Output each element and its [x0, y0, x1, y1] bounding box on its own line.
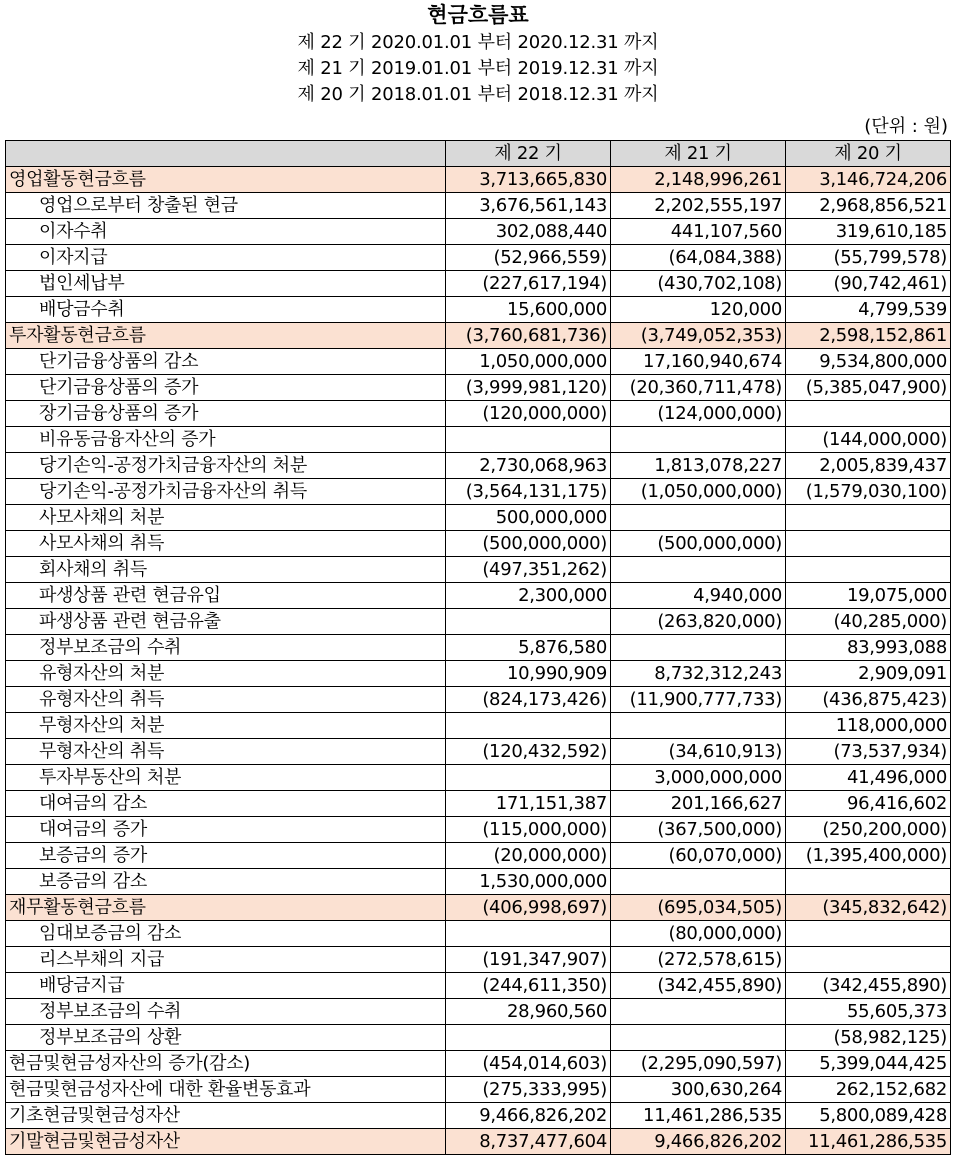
- value-period-20: (1,579,030,100): [786, 479, 951, 505]
- row-label: 영업으로부터 창출된 현금: [6, 193, 446, 219]
- value-period-22: 1,050,000,000: [446, 349, 611, 375]
- table-row: [6, 609, 951, 635]
- value-period-21: 4,940,000: [611, 583, 786, 609]
- value-period-20: 96,416,602: [786, 791, 951, 817]
- value-period-21: (2,295,090,597): [611, 1051, 786, 1077]
- value-period-22: (500,000,000): [446, 531, 611, 557]
- table-row-section: [6, 895, 951, 921]
- value-period-21: (3,749,052,353): [611, 323, 786, 349]
- row-label: 배당금수취: [6, 297, 446, 323]
- value-period-20: [786, 869, 951, 895]
- table-row: [6, 947, 951, 973]
- value-period-22: 2,730,068,963: [446, 453, 611, 479]
- value-period-22: (3,564,131,175): [446, 479, 611, 505]
- row-label: 배당금지급: [6, 973, 446, 999]
- value-period-22: (191,347,907): [446, 947, 611, 973]
- table-row: [6, 1103, 951, 1129]
- value-period-20: 2,598,152,861: [786, 323, 951, 349]
- row-label: 대여금의 증가: [6, 817, 446, 843]
- row-label: 당기손익-공정가치금융자산의 취득: [6, 479, 446, 505]
- value-period-20: 5,800,089,428: [786, 1103, 951, 1129]
- value-period-21: (64,084,388): [611, 245, 786, 271]
- value-period-21: (34,610,913): [611, 739, 786, 765]
- value-period-22: 171,151,387: [446, 791, 611, 817]
- row-label: 회사채의 취득: [6, 557, 446, 583]
- row-label: 임대보증금의 감소: [6, 921, 446, 947]
- row-label: 이자수취: [6, 219, 446, 245]
- value-period-20: 262,152,682: [786, 1077, 951, 1103]
- value-period-20: 319,610,185: [786, 219, 951, 245]
- value-period-22: (497,351,262): [446, 557, 611, 583]
- header-period-22: 제 22 기: [446, 141, 611, 167]
- table-row-section: [6, 1129, 951, 1155]
- row-label: 대여금의 감소: [6, 791, 446, 817]
- header-period-20: 제 20 기: [786, 141, 951, 167]
- value-period-21: [611, 999, 786, 1025]
- value-period-22: 3,676,561,143: [446, 193, 611, 219]
- value-period-20: 41,496,000: [786, 765, 951, 791]
- value-period-20: [786, 557, 951, 583]
- value-period-21: 300,630,264: [611, 1077, 786, 1103]
- row-label: 보증금의 감소: [6, 869, 446, 895]
- value-period-22: (3,760,681,736): [446, 323, 611, 349]
- value-period-20: 2,005,839,437: [786, 453, 951, 479]
- row-label: 사모사채의 취득: [6, 531, 446, 557]
- row-label: 파생상품 관련 현금유입: [6, 583, 446, 609]
- value-period-22: (275,333,995): [446, 1077, 611, 1103]
- value-period-21: (80,000,000): [611, 921, 786, 947]
- value-period-21: [611, 869, 786, 895]
- table-header-row: [6, 141, 951, 167]
- value-period-21: 201,166,627: [611, 791, 786, 817]
- value-period-22: (120,000,000): [446, 401, 611, 427]
- page-title: 현금흐름표: [427, 3, 529, 27]
- value-period-20: (1,395,400,000): [786, 843, 951, 869]
- table-row: [6, 921, 951, 947]
- value-period-21: 2,202,555,197: [611, 193, 786, 219]
- row-label: 비유동금융자산의 증가: [6, 427, 446, 453]
- value-period-21: [611, 1025, 786, 1051]
- value-period-22: [446, 427, 611, 453]
- value-period-22: [446, 765, 611, 791]
- value-period-21: [611, 427, 786, 453]
- value-period-22: 1,530,000,000: [446, 869, 611, 895]
- value-period-20: [786, 401, 951, 427]
- table-row: [6, 271, 951, 297]
- value-period-21: (272,578,615): [611, 947, 786, 973]
- value-period-22: 15,600,000: [446, 297, 611, 323]
- table-row: [6, 973, 951, 999]
- table-row: [6, 1051, 951, 1077]
- value-period-22: (20,000,000): [446, 843, 611, 869]
- value-period-20: (40,285,000): [786, 609, 951, 635]
- period-line-20: 제 20 기 2018.01.01 부터 2018.12.31 까지: [297, 84, 659, 105]
- value-period-21: (1,050,000,000): [611, 479, 786, 505]
- row-label: 당기손익-공정가치금융자산의 처분: [6, 453, 446, 479]
- value-period-22: [446, 921, 611, 947]
- table-row: [6, 1077, 951, 1103]
- row-label: 보증금의 증가: [6, 843, 446, 869]
- table-row: [6, 869, 951, 895]
- period-line-21: 제 21 기 2019.01.01 부터 2019.12.31 까지: [297, 58, 659, 79]
- table-row: [6, 401, 951, 427]
- row-label: 단기금융상품의 감소: [6, 349, 446, 375]
- value-period-22: [446, 713, 611, 739]
- value-period-22: [446, 1025, 611, 1051]
- value-period-22: 28,960,560: [446, 999, 611, 1025]
- row-label: 사모사채의 처분: [6, 505, 446, 531]
- value-period-20: (58,982,125): [786, 1025, 951, 1051]
- row-label: 단기금융상품의 증가: [6, 375, 446, 401]
- table-row: [6, 245, 951, 271]
- row-label: 재무활동현금흐름: [6, 895, 446, 921]
- value-period-20: [786, 505, 951, 531]
- table-row: [6, 453, 951, 479]
- value-period-21: (342,455,890): [611, 973, 786, 999]
- value-period-20: (55,799,578): [786, 245, 951, 271]
- value-period-21: [611, 713, 786, 739]
- period-line-22: 제 22 기 2020.01.01 부터 2020.12.31 까지: [297, 32, 659, 53]
- value-period-22: (3,999,981,120): [446, 375, 611, 401]
- row-label: 무형자산의 취득: [6, 739, 446, 765]
- table-row-section: [6, 167, 951, 193]
- table-row: [6, 765, 951, 791]
- table-row: [6, 635, 951, 661]
- table-row: [6, 739, 951, 765]
- value-period-22: [446, 609, 611, 635]
- value-period-20: (250,200,000): [786, 817, 951, 843]
- row-label: 이자지급: [6, 245, 446, 271]
- table-row: [6, 661, 951, 687]
- table-row: [6, 583, 951, 609]
- header-label: [6, 141, 446, 167]
- header-period-21: 제 21 기: [611, 141, 786, 167]
- table-row: [6, 349, 951, 375]
- value-period-22: (120,432,592): [446, 739, 611, 765]
- row-label: 유형자산의 취득: [6, 687, 446, 713]
- value-period-21: (60,070,000): [611, 843, 786, 869]
- value-period-21: 120,000: [611, 297, 786, 323]
- value-period-21: (124,000,000): [611, 401, 786, 427]
- value-period-22: 302,088,440: [446, 219, 611, 245]
- value-period-22: (824,173,426): [446, 687, 611, 713]
- value-period-21: (11,900,777,733): [611, 687, 786, 713]
- row-label: 투자부동산의 처분: [6, 765, 446, 791]
- value-period-20: 2,968,856,521: [786, 193, 951, 219]
- row-label: 정부보조금의 상환: [6, 1025, 446, 1051]
- table-row: [6, 297, 951, 323]
- value-period-20: 55,605,373: [786, 999, 951, 1025]
- table-row: [6, 687, 951, 713]
- value-period-20: [786, 921, 951, 947]
- row-label: 영업활동현금흐름: [6, 167, 446, 193]
- value-period-20: [786, 531, 951, 557]
- value-period-21: 441,107,560: [611, 219, 786, 245]
- row-label: 투자활동현금흐름: [6, 323, 446, 349]
- table-row: [6, 427, 951, 453]
- table-body: [6, 167, 951, 1155]
- table-row: [6, 531, 951, 557]
- row-label: 파생상품 관련 현금유출: [6, 609, 446, 635]
- row-label: 현금및현금성자산에 대한 환율변동효과: [6, 1077, 446, 1103]
- value-period-22: (115,000,000): [446, 817, 611, 843]
- value-period-21: (500,000,000): [611, 531, 786, 557]
- value-period-22: (227,617,194): [446, 271, 611, 297]
- value-period-21: (263,820,000): [611, 609, 786, 635]
- value-period-22: (244,611,350): [446, 973, 611, 999]
- value-period-20: 19,075,000: [786, 583, 951, 609]
- value-period-22: 3,713,665,830: [446, 167, 611, 193]
- row-label: 현금및현금성자산의 증가(감소): [6, 1051, 446, 1077]
- value-period-22: 5,876,580: [446, 635, 611, 661]
- value-period-21: [611, 557, 786, 583]
- value-period-20: (73,537,934): [786, 739, 951, 765]
- table-row: [6, 999, 951, 1025]
- value-period-22: 8,737,477,604: [446, 1129, 611, 1155]
- value-period-22: 10,990,909: [446, 661, 611, 687]
- row-label: 정부보조금의 수취: [6, 635, 446, 661]
- value-period-20: 5,399,044,425: [786, 1051, 951, 1077]
- row-label: 무형자산의 처분: [6, 713, 446, 739]
- value-period-21: (20,360,711,478): [611, 375, 786, 401]
- table-row: [6, 479, 951, 505]
- value-period-21: (430,702,108): [611, 271, 786, 297]
- row-label: 법인세납부: [6, 271, 446, 297]
- row-label: 기초현금및현금성자산: [6, 1103, 446, 1129]
- value-period-20: 3,146,724,206: [786, 167, 951, 193]
- value-period-21: 2,148,996,261: [611, 167, 786, 193]
- value-period-20: 118,000,000: [786, 713, 951, 739]
- cash-flow-table: [5, 140, 951, 1155]
- table-row: [6, 1025, 951, 1051]
- value-period-20: 9,534,800,000: [786, 349, 951, 375]
- value-period-20: (5,385,047,900): [786, 375, 951, 401]
- row-label: 기말현금및현금성자산: [6, 1129, 446, 1155]
- unit-label: (단위 : 원): [864, 116, 948, 137]
- value-period-20: 4,799,539: [786, 297, 951, 323]
- table-row: [6, 557, 951, 583]
- table-row: [6, 817, 951, 843]
- value-period-22: (52,966,559): [446, 245, 611, 271]
- value-period-21: 11,461,286,535: [611, 1103, 786, 1129]
- value-period-21: [611, 505, 786, 531]
- value-period-21: 9,466,826,202: [611, 1129, 786, 1155]
- value-period-21: [611, 635, 786, 661]
- row-label: 리스부채의 지급: [6, 947, 446, 973]
- table-row: [6, 791, 951, 817]
- row-label: 장기금융상품의 증가: [6, 401, 446, 427]
- value-period-21: (367,500,000): [611, 817, 786, 843]
- table-row: [6, 219, 951, 245]
- value-period-22: 2,300,000: [446, 583, 611, 609]
- value-period-20: (345,832,642): [786, 895, 951, 921]
- row-label: 정부보조금의 수취: [6, 999, 446, 1025]
- value-period-20: [786, 947, 951, 973]
- row-label: 유형자산의 처분: [6, 661, 446, 687]
- table-row: [6, 505, 951, 531]
- value-period-21: (695,034,505): [611, 895, 786, 921]
- value-period-20: 2,909,091: [786, 661, 951, 687]
- table-row: [6, 193, 951, 219]
- value-period-22: (454,014,603): [446, 1051, 611, 1077]
- table-row-section: [6, 323, 951, 349]
- value-period-22: (406,998,697): [446, 895, 611, 921]
- value-period-21: 8,732,312,243: [611, 661, 786, 687]
- value-period-20: (144,000,000): [786, 427, 951, 453]
- table-row: [6, 375, 951, 401]
- value-period-20: 11,461,286,535: [786, 1129, 951, 1155]
- table-row: [6, 843, 951, 869]
- value-period-20: 83,993,088: [786, 635, 951, 661]
- value-period-22: 9,466,826,202: [446, 1103, 611, 1129]
- value-period-21: 1,813,078,227: [611, 453, 786, 479]
- table-row: [6, 713, 951, 739]
- value-period-20: (342,455,890): [786, 973, 951, 999]
- value-period-20: (90,742,461): [786, 271, 951, 297]
- value-period-22: 500,000,000: [446, 505, 611, 531]
- value-period-21: 17,160,940,674: [611, 349, 786, 375]
- value-period-20: (436,875,423): [786, 687, 951, 713]
- value-period-21: 3,000,000,000: [611, 765, 786, 791]
